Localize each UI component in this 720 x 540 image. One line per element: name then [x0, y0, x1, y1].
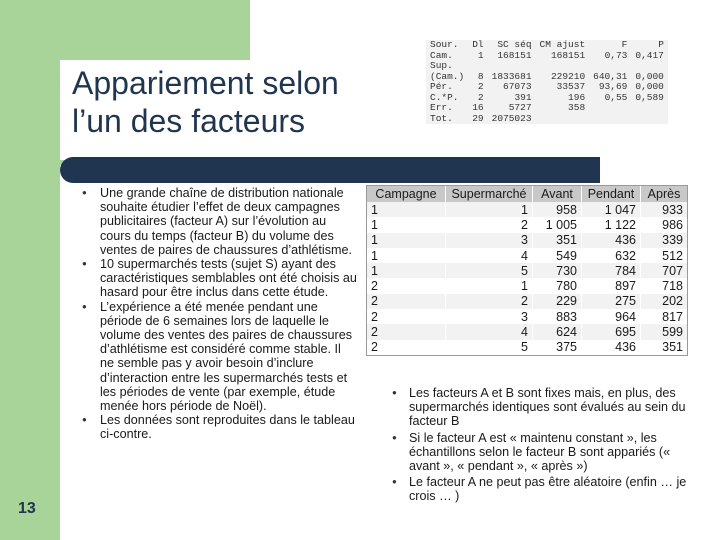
anova-cell: 0,000: [635, 70, 664, 82]
data-cell: 339: [641, 233, 688, 248]
anova-cell: [631, 114, 668, 125]
data-cell: 1: [367, 202, 446, 217]
decorative-green-strip: [0, 165, 60, 540]
data-body: [367, 202, 687, 355]
data-cell: 2: [371, 309, 378, 324]
anova-cell: 196: [568, 91, 586, 103]
anova-header-cell: CM ajust: [539, 39, 586, 50]
anova-cell: 358: [568, 102, 586, 113]
data-cell: 229: [533, 294, 582, 309]
data-cell: 1: [367, 233, 446, 248]
data-cell: 2: [371, 340, 378, 355]
anova-cell: Sup.: [430, 60, 453, 71]
data-row: [367, 340, 687, 355]
anova-cell: 93,69: [598, 81, 628, 92]
data-cell: 883: [533, 309, 582, 324]
anova-header-cell: Dl: [472, 39, 484, 50]
data-cell: 436: [582, 233, 641, 248]
right-bullet-item: ● Les facteurs A et B sont fixes mais, en plus, des supermarchés identiques sont évalués au sein du facteur B: [392, 386, 692, 429]
anova-cell: 67073: [503, 81, 532, 92]
anova-cell: 0,589: [635, 91, 664, 103]
anova-row: [426, 51, 668, 62]
data-cell: 632: [582, 248, 641, 263]
anova-cell: [631, 61, 668, 72]
data-cell: 964: [582, 309, 641, 324]
data-row: [367, 309, 687, 324]
data-cell: 933: [641, 202, 688, 217]
data-cell: 1: [371, 248, 378, 263]
data-row: [367, 233, 687, 248]
slide-title-line2: l’un des facteurs: [72, 103, 306, 139]
left-bullet-item: ● L’expérience a été menée pendant une période de 6 semaines lors de laquelle le volume des ventes des paires de chaussures d’athlétisme est considéré comme stable. Il ne semble pas y avoir besoin d’inclure d’interaction entre les supermarchés tests et les périodes de vente (par exemple, étude menée hors période de Noël).: [82, 300, 357, 414]
data-cell: 718: [641, 278, 688, 293]
left-bullet-item: ● 10 supermarchés tests (sujet S) ayant des caractéristiques semblables ont été choisis au hasard pour être inclus dans cette étude.: [82, 257, 357, 300]
anova-cell: [488, 61, 536, 72]
data-row: [367, 324, 687, 339]
anova-cell: 2075023: [491, 112, 532, 124]
data-row: [367, 248, 687, 263]
data-header-cell: Avant: [533, 186, 582, 202]
anova-cell: 33537: [556, 81, 586, 92]
anova-cell: C.*P.: [430, 91, 459, 103]
anova-cell: 168151: [497, 49, 532, 61]
anova-header-cell: F: [621, 39, 628, 50]
data-cell: 1: [371, 217, 378, 232]
data-cell: 351: [641, 340, 688, 355]
data-cell: 1: [446, 202, 533, 217]
anova-cell: [536, 114, 590, 125]
data-cell: 2: [446, 217, 533, 232]
data-row: [367, 202, 687, 217]
anova-cell: 8: [477, 70, 484, 82]
anova-row: [426, 82, 668, 93]
data-cell: 351: [533, 233, 582, 248]
data-cell: 958: [533, 202, 582, 217]
data-row: [367, 217, 687, 232]
anova-cell: 1: [477, 49, 484, 61]
anova-cell: [631, 103, 668, 114]
data-cell: 275: [582, 294, 641, 309]
data-cell: 730: [533, 263, 582, 278]
anova-cell: 0,000: [635, 81, 664, 92]
anova-cell: 0,417: [635, 49, 664, 61]
anova-header-cell: P: [658, 39, 664, 50]
anova-cell: (Cam.): [430, 70, 465, 82]
data-row: [367, 294, 687, 309]
anova-row: [426, 103, 668, 114]
right-bullet-item: ● Si le facteur A est « maintenu constant », les échantillons selon le facteur B sont appariés (« avant », « pendant », « après »): [392, 431, 692, 474]
anova-cell: 16: [472, 102, 484, 113]
data-cell: 2: [367, 294, 446, 309]
anova-cell: Tot.: [430, 112, 453, 124]
slide-number: 13: [18, 500, 36, 517]
title-underline-bar: [60, 157, 600, 183]
data-cell: 4: [446, 324, 533, 339]
slide-title: [72, 64, 339, 140]
anova-cell: 29: [472, 112, 484, 124]
anova-cell: [589, 61, 631, 72]
anova-cell: Pér.: [430, 81, 453, 92]
sales-data-table: [367, 186, 687, 355]
anova-row: [426, 72, 668, 83]
data-cell: 4: [446, 248, 533, 263]
data-cell: 3: [446, 309, 533, 324]
data-cell: 1 122: [582, 217, 641, 232]
anova-row: [426, 93, 668, 104]
data-cell: 375: [533, 340, 582, 355]
data-cell: 817: [641, 309, 688, 324]
data-cell: 2: [446, 294, 533, 309]
anova-row: [426, 61, 668, 72]
data-cell: 512: [641, 248, 688, 263]
data-cell: 784: [582, 263, 641, 278]
slide-title-line1: Appariement selon: [72, 65, 339, 101]
data-cell: 202: [641, 294, 688, 309]
anova-cell: [589, 114, 631, 125]
right-bullet-list: [392, 386, 692, 506]
data-row: [367, 263, 687, 278]
anova-cell: [589, 103, 631, 114]
data-cell: 5: [446, 340, 533, 355]
data-header-cell: Pendant: [582, 186, 641, 202]
data-header-row: [367, 186, 687, 202]
data-cell: 599: [641, 324, 688, 339]
data-header-cell: Campagne: [367, 186, 446, 202]
anova-header-row: [426, 40, 668, 51]
anova-cell: Err.: [430, 102, 453, 113]
data-cell: 1: [367, 263, 446, 278]
data-cell: 549: [533, 248, 582, 263]
anova-cell: 640,31: [593, 70, 628, 82]
data-cell: 1 047: [582, 202, 641, 217]
data-header-cell: Après: [641, 186, 688, 202]
anova-cell: 2: [477, 91, 484, 103]
data-header-cell: Supermarché: [446, 186, 533, 202]
anova-cell: [468, 61, 487, 72]
anova-cell: 1833681: [491, 70, 532, 82]
anova-cell: 0,55: [604, 91, 628, 103]
anova-table: [426, 40, 668, 124]
data-cell: 986: [641, 217, 688, 232]
data-row: [367, 278, 687, 293]
anova-row: [426, 114, 668, 125]
data-cell: 1 005: [533, 217, 582, 232]
anova-body: [426, 51, 668, 125]
anova-header-cell: Sour.: [430, 39, 459, 50]
data-cell: 436: [582, 340, 641, 355]
data-cell: 624: [533, 324, 582, 339]
left-bullet-item: ● Les données sont reproduites dans le tableau ci-contre.: [82, 413, 357, 441]
anova-cell: 168151: [550, 49, 586, 61]
left-bullet-item: ● Une grande chaîne de distribution nationale souhaite étudier l’effet de deux campagnes publicitaires (facteur A) sur l’évolution au cours du temps (facteur B) du volume des ventes de paires de chaussures d’athlétisme.: [82, 186, 357, 257]
data-cell: 1: [446, 278, 533, 293]
left-bullet-list: [82, 186, 357, 442]
anova-cell: 0,73: [604, 49, 628, 61]
data-cell: 695: [582, 324, 641, 339]
anova-header-cell: SC séq: [497, 39, 532, 50]
data-cell: 5: [446, 263, 533, 278]
anova-cell: 2: [477, 81, 484, 92]
anova-cell: 391: [514, 91, 532, 103]
anova-cell: Cam.: [430, 49, 453, 61]
data-cell: 3: [446, 233, 533, 248]
data-cell: 2: [371, 279, 378, 294]
right-bullet-item: ● Le facteur A ne peut pas être aléatoire (enfin … je crois … ): [392, 475, 692, 503]
anova-cell: 5727: [508, 102, 532, 113]
data-cell: 707: [641, 263, 688, 278]
anova-cell: 229210: [550, 70, 586, 82]
data-cell: 897: [582, 278, 641, 293]
anova-cell: [536, 61, 590, 72]
data-cell: 780: [533, 278, 582, 293]
data-cell: 2: [367, 324, 446, 339]
